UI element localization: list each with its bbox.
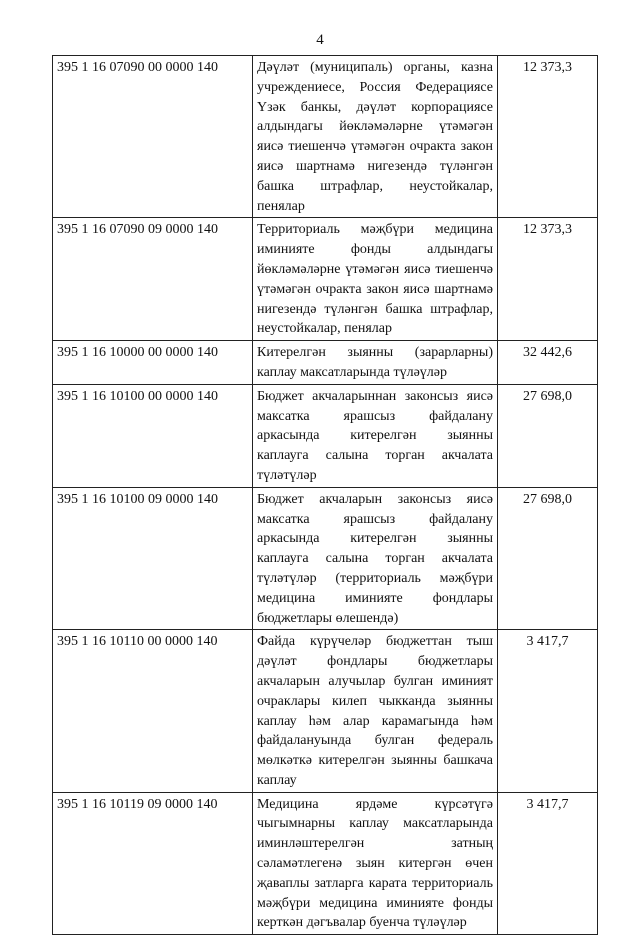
revenue-name: Дәүләт (муниципаль) органы, казна учреждениесе, Россия Федерациясе Үзәк банкы, дәүләт корпорациясе алдындагы йөкләмәләрне үтәмәгән яисә тиешенчә үтәмәгән очракта закон яисә шартнамә нигезендә түләнгән башка штрафлар, неустойкалар, пенялар bbox=[253, 56, 498, 218]
revenue-name: Бюджет акчаларын законсыз яисә максатка ярашсыз файдалану аркасында китерелгән зыянны каплауга салына торган акчалата түләтүләр (территориаль мәҗбүри медицина иминияте фондлары бюджетлары өлешендә) bbox=[253, 487, 498, 630]
table-row bbox=[53, 341, 598, 385]
budget-table-body bbox=[53, 56, 598, 935]
amount: 3 417,7 bbox=[498, 792, 598, 935]
table-row bbox=[53, 218, 598, 341]
table-row bbox=[53, 792, 598, 935]
amount: 27 698,0 bbox=[498, 384, 598, 487]
revenue-name: Территориаль мәҗбүри медицина иминияте фонды алдындагы йөкләмәләрне үтәмәгән яисә тиешенчә үтәмәгән очракта закон яисә шартнамә нигезендә түләнгән башка штрафлар, неустойкалар, пенялар bbox=[253, 218, 498, 341]
budget-code: 395 1 16 07090 09 0000 140 bbox=[53, 218, 253, 341]
amount: 3 417,7 bbox=[498, 630, 598, 792]
amount: 12 373,3 bbox=[498, 218, 598, 341]
revenue-name: Файда күрүчеләр бюджеттан тыш дәүләт фондлары бюджетлары акчаларын алучылар булган иминият очраклары килеп чыкканда зыянны каплау һәм алар карамагында һәм файдалануында булган федераль мөлкәткә китерелгән зыянны башкача каплау bbox=[253, 630, 498, 792]
revenue-name: Медицина ярдәме күрсәтүгә чыгымнарны каплау максатларында иминләштерелгән затның сәламәтлегенә зыян китергән өчен җаваплы затларга карата территориаль мәҗбүри медицина иминияте фонды керткән дәгъвалар буенча түләүләр bbox=[253, 792, 498, 935]
amount: 32 442,6 bbox=[498, 341, 598, 385]
table-row bbox=[53, 56, 598, 218]
table-row bbox=[53, 487, 598, 630]
page-number: 4 bbox=[316, 32, 324, 48]
budget-table bbox=[52, 55, 598, 935]
amount: 12 373,3 bbox=[498, 56, 598, 218]
amount: 27 698,0 bbox=[498, 487, 598, 630]
budget-code: 395 1 16 10119 09 0000 140 bbox=[53, 792, 253, 935]
table-row bbox=[53, 630, 598, 792]
budget-code: 395 1 16 10100 00 0000 140 bbox=[53, 384, 253, 487]
revenue-name: Бюджет акчаларыннан законсыз яисә максатка ярашсыз файдалану аркасында китерелгән зыянны каплауга салына торган акчалата түләтүләр bbox=[253, 384, 498, 487]
table-row bbox=[53, 384, 598, 487]
budget-code: 395 1 16 07090 00 0000 140 bbox=[53, 56, 253, 218]
budget-code: 395 1 16 10100 09 0000 140 bbox=[53, 487, 253, 630]
budget-code: 395 1 16 10110 00 0000 140 bbox=[53, 630, 253, 792]
budget-code: 395 1 16 10000 00 0000 140 bbox=[53, 341, 253, 385]
revenue-name: Китерелгән зыянны (зарарларны) каплау максатларында түләүләр bbox=[253, 341, 498, 385]
